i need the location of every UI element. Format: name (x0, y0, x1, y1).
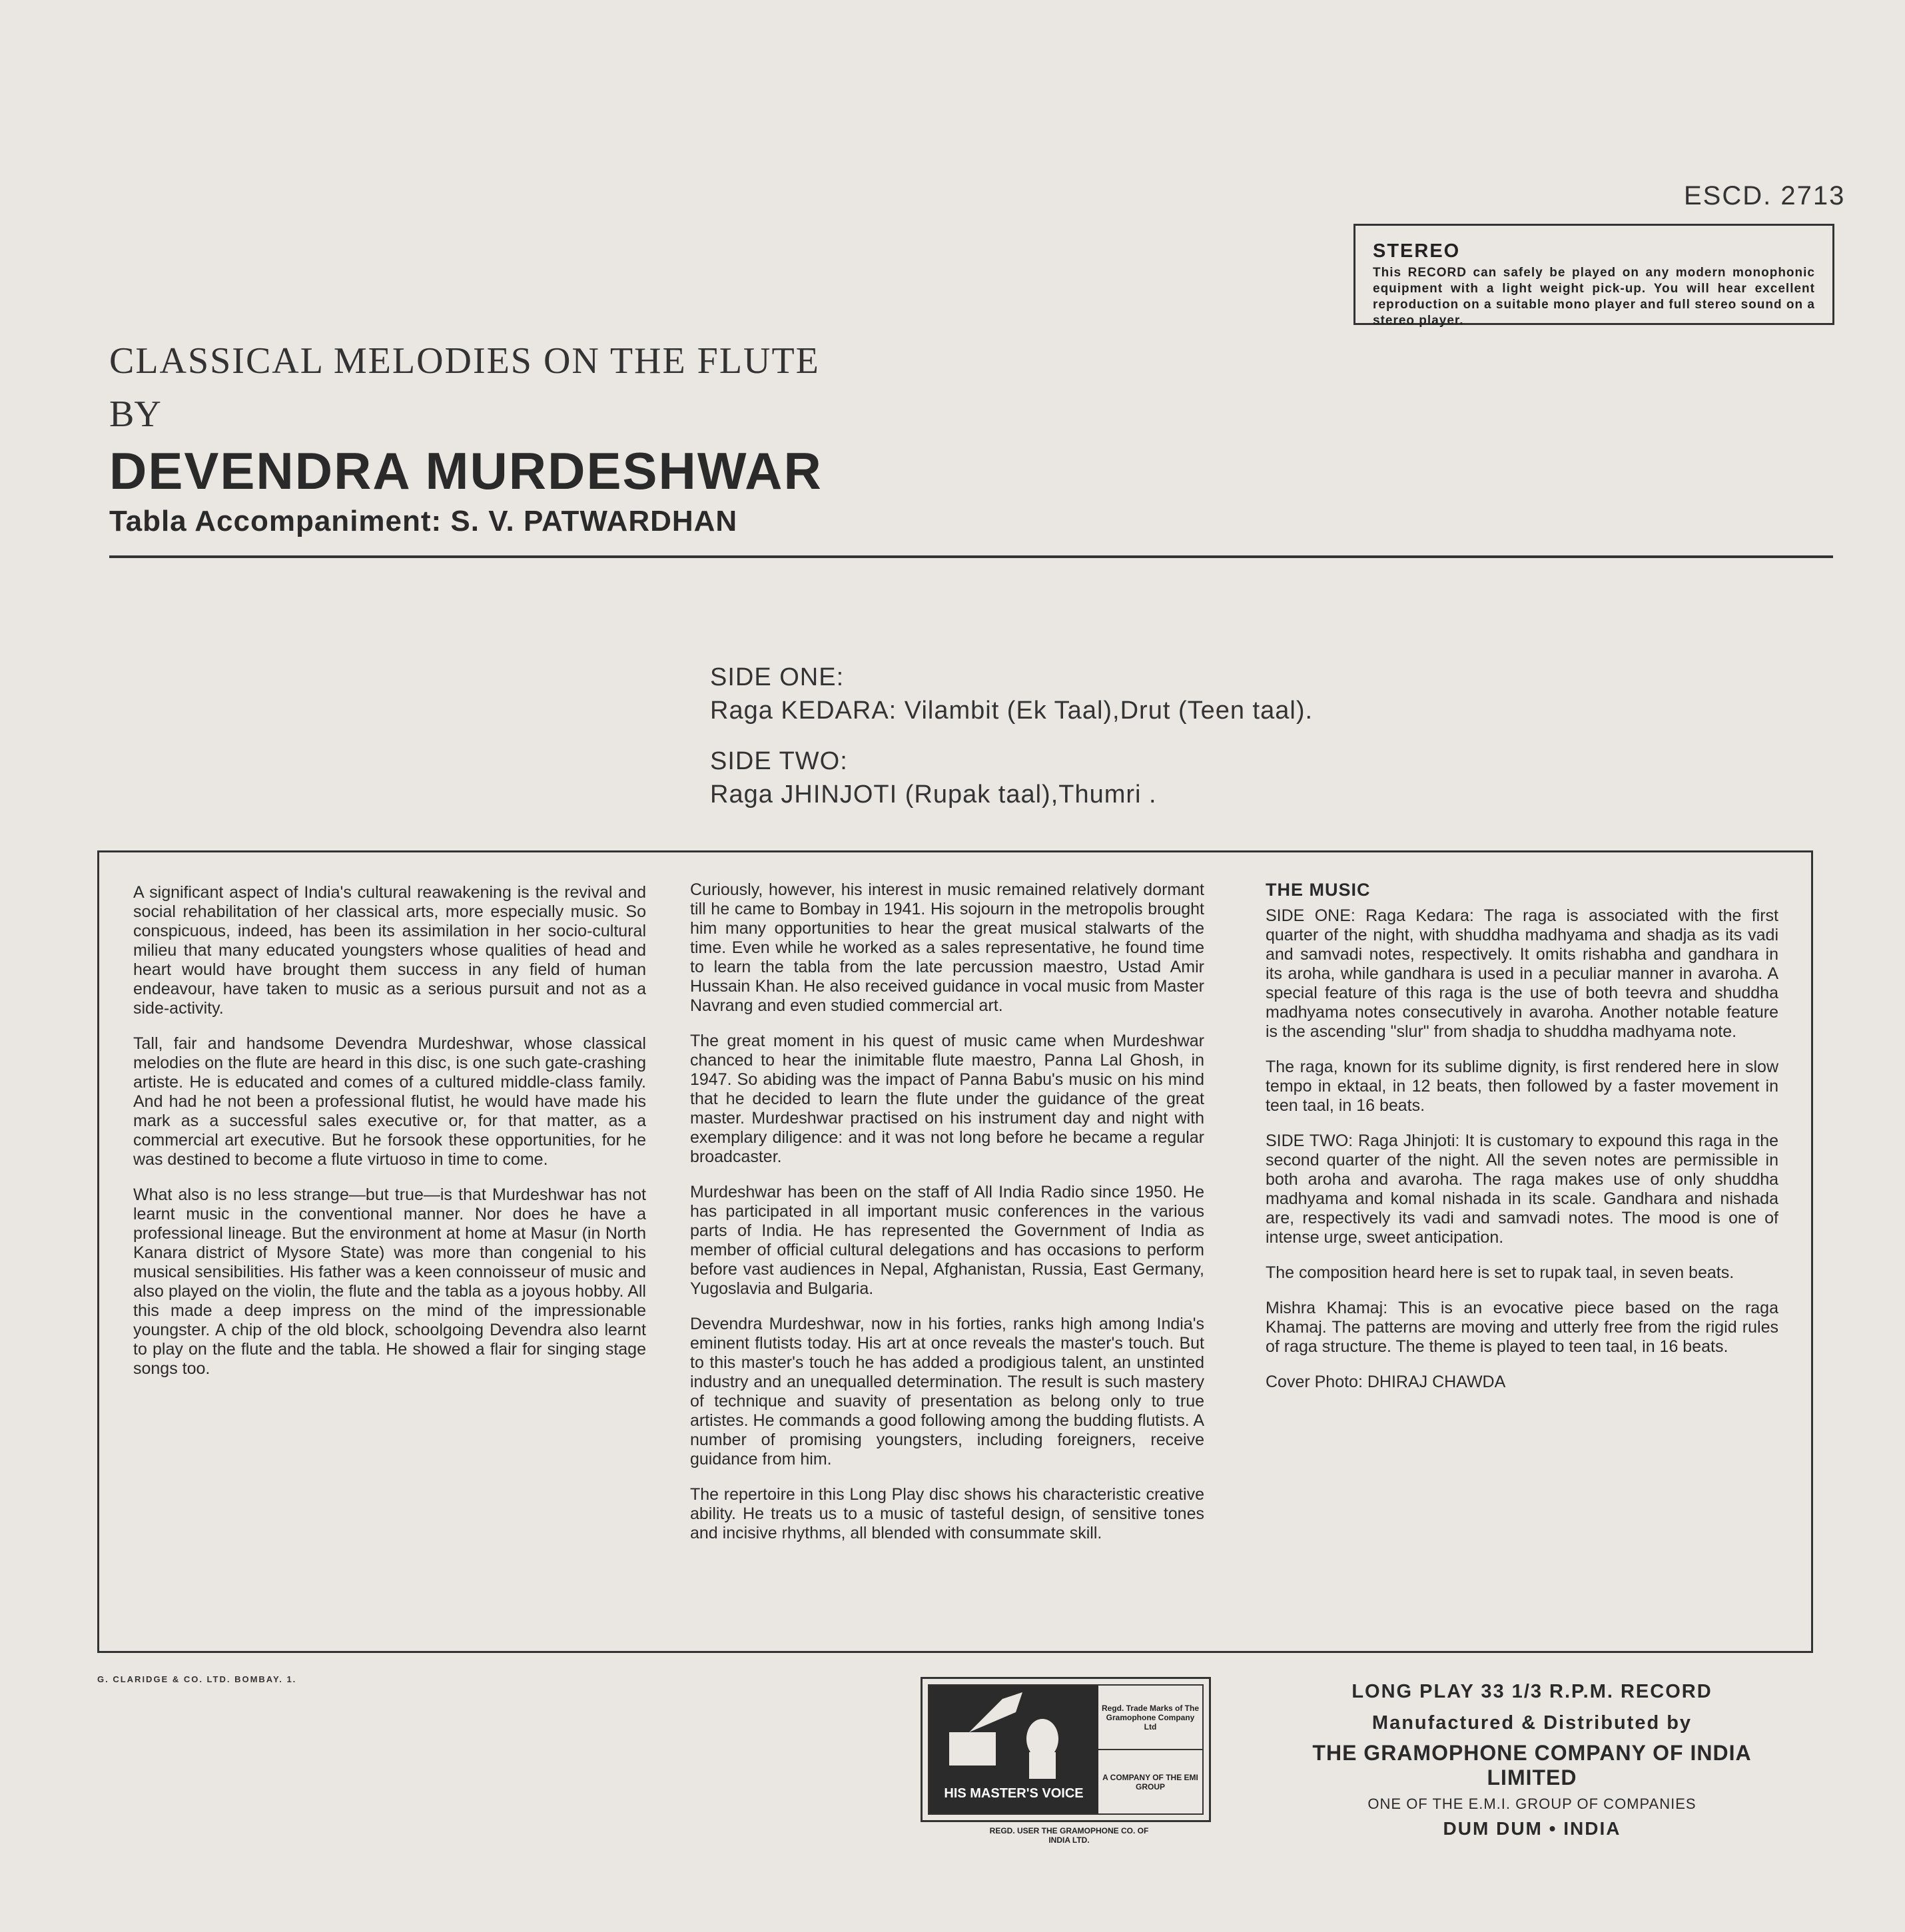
stereo-notice (1353, 224, 1834, 328)
trade-marks-text: Regd. Trade Marks of The Gramophone Company Ltd (1098, 1686, 1202, 1750)
hmv-label: HIS MASTER'S VOICE (944, 1786, 1084, 1801)
paragraph: Murdeshwar has been on the staff of All India Radio since 1950. He has participated in all important music conferences in the various parts of India. He has represented the Government of India as member of official cultural delegations and has occasions to perform before vast audiences in Nepal, Afghanistan, Russia, East Germany, Yugoslavia and Bulgaria. (690, 1183, 1204, 1298)
side-one-heading: SIDE ONE: (710, 663, 845, 691)
accompaniment-credit: Tabla Accompaniment: S. V. PATWARDHAN (109, 505, 738, 537)
paragraph: The great moment in his quest of music came when Murdeshwar chanced to hear the inimitable flute maestro, Panna Lal Ghosh, in 1947. So abiding was the impact of Panna Babu's music on his mind that he decided to learn the flute under the guidance of the great master. Murdeshwar practised on his instrument day and night with exemplary diligence: and it was not long before he became a regular broadcaster. (690, 1032, 1204, 1166)
printer-credit: G. CLARIDGE & CO. LTD. BOMBAY. 1. (97, 1674, 297, 1684)
paragraph: Tall, fair and handsome Devendra Murdeshwar, whose classical melodies on the flute are heard in this disc, is one such gate-crashing artiste. He is educated and comes of a cultured middle-class family. And had he not been a professional flutist, he would have made his mark as a successful sales executive or, for that matter, as a commercial art executive. But he forsook these opportunities, for he was destined to become a flute virtuoso in time to come. (133, 1034, 646, 1169)
format-line: LONG PLAY 33 1/3 R.P.M. RECORD (1351, 1681, 1713, 1702)
paragraph: The repertoire in this Long Play disc shows his characteristic creative ability. He treats us to a music of tasteful design, of sensitive tones and incisive rhythms, all blended with consummate skill. (690, 1485, 1204, 1542)
music-heading: THE MUSIC (1266, 880, 1371, 900)
artist-name: DEVENDRA MURDESHWAR (109, 442, 823, 500)
side-two-tracks: Raga JHINJOTI (Rupak taal),Thumri . (710, 781, 1157, 808)
paragraph: Devendra Murdeshwar, now in his forties, ranks high among India's eminent flutists today. His art at once reveals the master's touch. But to this master's touch he has added a prodigious talent, an unstinted industry and an unequalled determination. The result is such mastery of technique and suavity of presentation as belong only to true artistes. He commands a good following among the budding flutists. A number of promising youngsters, including foreigners, receive guidance from him. (690, 1315, 1204, 1468)
header-divider (109, 555, 1833, 558)
hmv-logo (921, 1677, 1211, 1822)
liner-notes-column-3 (1266, 880, 1778, 1408)
manufacturer-block (1266, 1681, 1798, 1839)
company-name: THE GRAMOPHONE COMPANY OF INDIA LIMITED (1312, 1741, 1752, 1789)
cover-photo-credit: Cover Photo: DHIRAJ CHAWDA (1266, 1373, 1506, 1391)
emi-group-line: ONE OF THE E.M.I. GROUP OF COMPANIES (1367, 1795, 1697, 1812)
side-two-heading: SIDE TWO: (710, 747, 848, 775)
catalog-number: ESCD. 2713 (1684, 181, 1846, 210)
liner-notes-column-1 (133, 883, 646, 1395)
paragraph: The composition heard here is set to rupak taal, in seven beats. (1266, 1263, 1734, 1282)
paragraph: What also is no less strange—but true—is that Murdeshwar has not learnt music in the conventional manner. Nor does he have a professional lineage. But the environment at home at Masur (in North Kanara district of Mysore State) was more than congenial to his musical sensibilities. His father was a keen connoisseur of music and also played on the violin, the flute and the tabla as a joyous hobby. All this made a deep impress on the mind of the impressionable youngster. A chip of the old block, schoolgoing Devendra also learnt to play on the flute and the tabla. He showed a flair for singing stage songs too. (133, 1185, 646, 1378)
paragraph: A significant aspect of India's cultural reawakening is the revival and social rehabilitation of her classical arts, more especially music. So conspicuous, indeed, has been its assimilation in her socio-cultural milieu that many educated youngsters whose qualities of head and heart would have brought them success in any field of human endeavour, have taken to music as a serious pursuit and not as a side-activity. (133, 883, 646, 1018)
manufactured-by-line: Manufactured & Distributed by (1371, 1712, 1693, 1734)
hmv-dog-gramophone-icon (929, 1686, 1098, 1813)
paragraph: Curiously, however, his interest in music remained relatively dormant till he came to Bombay in 1941. His sojourn in the metropolis brought him many opportunities to hear the great musical stalwarts of the time. Even while he worked as a sales representative, he found time to learn the tabla from the late percussion maestro, Ustad Amir Hussain Khan. He also received guidance in vocal music from Master Navrang and even studied commercial art. (690, 880, 1204, 1015)
emi-group-text: A COMPANY OF THE EMI GROUP (1102, 1772, 1198, 1791)
paragraph: SIDE ONE: Raga Kedara: The raga is associated with the first quarter of the night, with shuddha madhyama and shadja as its vadi and samvadi notes, respectively. It omits rishabha and gandhara in its aroha, while gandhara is used in a peculiar manner in avaroha. A special feature of this raga is the use of both teevra and shuddha madhyama notes consecutively in avaroha. Another notable feature is the ascending "slur" from shadja to shuddha madhyama note. (1266, 906, 1778, 1041)
paragraph: SIDE TWO: Raga Jhinjoti: It is customary to expound this raga in the second quarter of the night. All the seven notes are permissible in both aroha and avaroha. The raga makes use of only shuddha madhyama and komal nishada in its scale. Gandhara and nishada are, respectively its vadi and samvadi notes. The mood is one of intense urge, sweet anticipation. (1266, 1131, 1778, 1247)
album-title-by: BY (109, 394, 161, 435)
location-line: DUM DUM • INDIA (1443, 1818, 1621, 1839)
side-one-tracks: Raga KEDARA: Vilambit (Ek Taal),Drut (Teen taal). (710, 697, 1314, 725)
liner-notes-column-2 (690, 880, 1204, 1559)
paragraph: The raga, known for its sublime dignity, is first rendered here in slow tempo in ektaal, in 12 beats, then followed by a faster movement in teen taal, in 16 beats. (1266, 1058, 1778, 1115)
regd-user-text: REGD. USER THE GRAMOPHONE CO. OF INDIA LTD. (989, 1826, 1149, 1845)
stereo-title: STEREO (1373, 240, 1461, 262)
stereo-text: This RECORD can safely be played on any modern monophonic equipment with a light weight pick-up. You will hear excellent reproduction on a suitable mono player and full stereo sound on a stereo player. (1373, 266, 1815, 328)
album-title: CLASSICAL MELODIES ON THE FLUTE (109, 340, 820, 382)
paragraph: Mishra Khamaj: This is an evocative piece based on the raga Khamaj. The patterns are moving and utterly free from the rigid rules of raga structure. The theme is played to teen taal, in 16 beats. (1266, 1299, 1778, 1356)
